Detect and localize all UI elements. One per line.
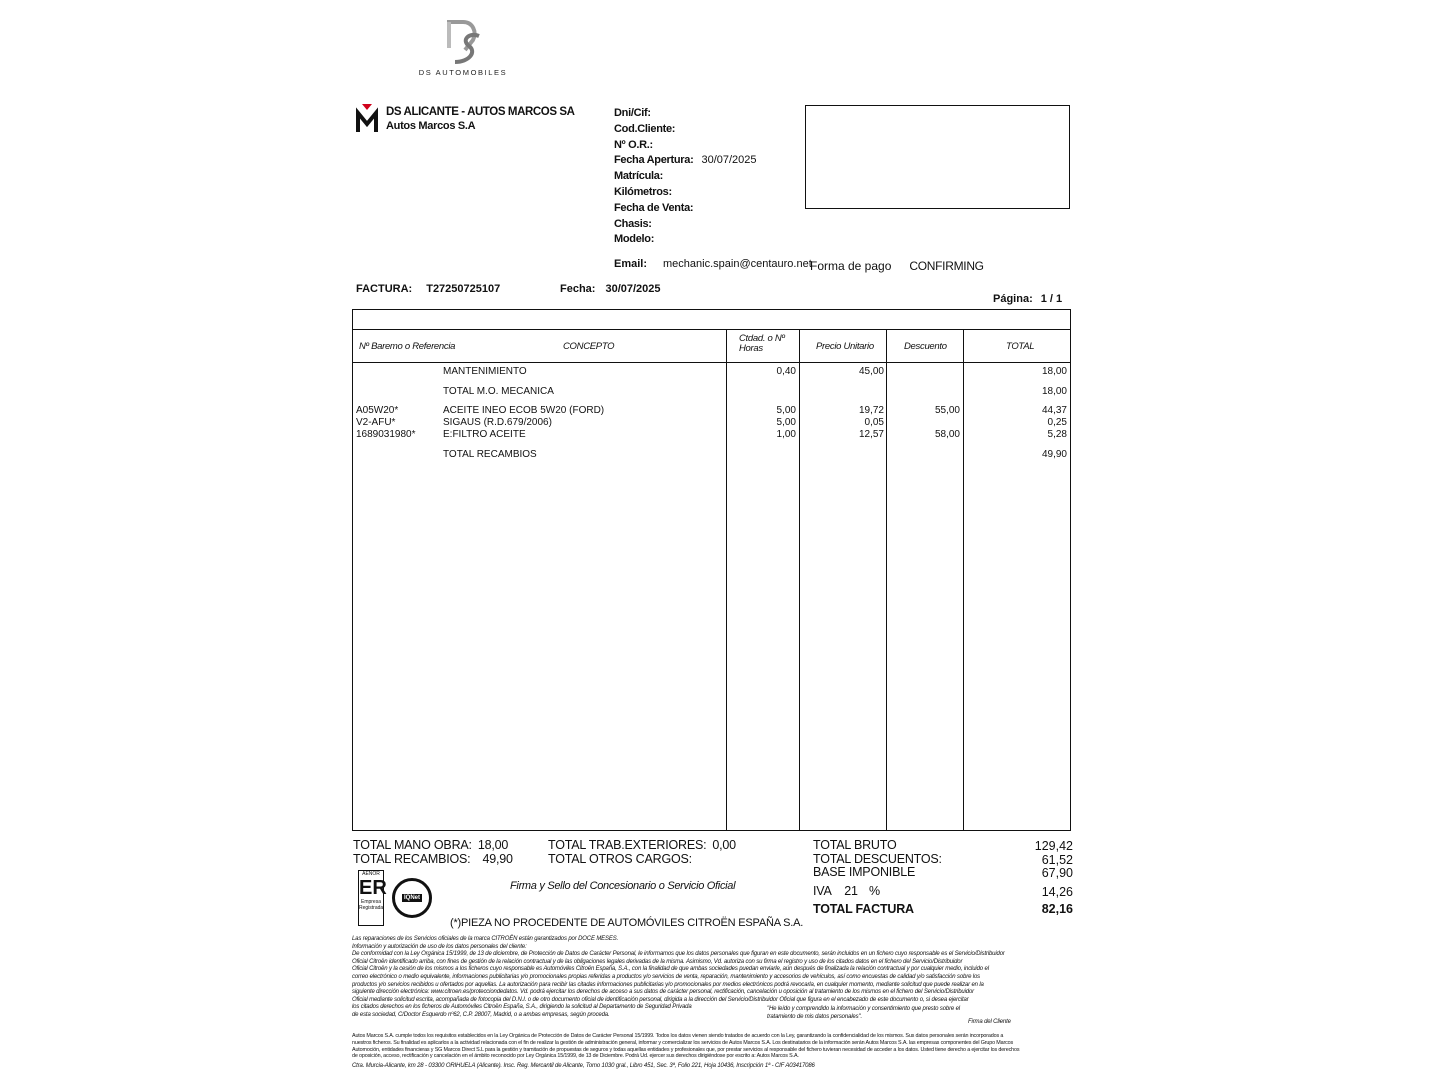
invoice-date	[560, 283, 661, 295]
ds-automobiles-logo	[418, 18, 508, 77]
company-line: Automoción, entidades financieras y SG Marcos Direct S.L para la gestión y tramitación de propuestas de seguros y todas aquellas entidades y profesionales que, por prestar servicios al responsable del fichero tuvieran necesidad de acceder a los datos. Usted tiene derecho a ejercitar los derechos	[352, 1046, 1020, 1053]
info-row-or	[614, 138, 757, 154]
factura-label: FACTURA:	[356, 283, 413, 295]
base-imponible-value: 67,90	[1041, 866, 1073, 880]
vehicle-info	[614, 106, 757, 248]
row-total: 18,00	[1041, 366, 1067, 377]
header-total: TOTAL	[1006, 341, 1035, 352]
row-concepto: MANTENIMIENTO	[443, 366, 527, 377]
legal-line: De conformidad con la Ley Orgánica 15/1999, de 13 de diciembre, de Protección de Datos de Carácter Personal, le informamos que los datos personales que figuran en este documento, serán incluidos en un fichero cuyo responsable es el Servicio/Distribuidor	[352, 951, 1005, 958]
company-line: nuestros ficheros. Su finalidad es aplicarlos a la actividad relacionada con el fin de realizar la gestión de administración general, informar y comercializar los servicios de Autos Marcos S.A. Los destinatarios de la información serán Autos Marcos S.A. las empresas componentes del Grupo Marcos	[352, 1039, 1014, 1046]
aenor-certification-badge	[358, 870, 387, 926]
row-total: 49,90	[1041, 449, 1067, 460]
factura-value: T27250725107	[426, 283, 501, 295]
info-row-matricula	[614, 169, 757, 185]
total-label: TOTAL OTROS CARGOS:	[548, 852, 692, 866]
total-trab-exteriores	[548, 838, 736, 852]
pagina-label: Página:	[993, 293, 1033, 305]
iva-line	[813, 884, 880, 898]
info-label: Cod.Cliente:	[614, 122, 676, 135]
row-total: 0,25	[1047, 417, 1067, 428]
info-row-fecha-venta	[614, 201, 757, 217]
header-precio: Precio Unitario	[816, 341, 874, 352]
row-precio: 12,57	[858, 429, 884, 440]
company-data-notice	[352, 1033, 1074, 1060]
invoice-number	[356, 283, 500, 295]
total-value: 18,00	[477, 838, 509, 852]
header-descuento: Descuento	[904, 341, 947, 352]
pagina-value: 1 / 1	[1040, 293, 1063, 305]
client-address-box	[805, 105, 1070, 209]
payment-value: CONFIRMING	[909, 259, 984, 273]
info-row-cod-cliente	[614, 122, 757, 138]
total-value: 49,90	[482, 852, 513, 866]
total-label: TOTAL MANO OBRA:	[353, 838, 472, 852]
client-signature-caption: Firma del Cliente	[968, 1019, 1011, 1025]
legal-line: Las reparaciones de los Servicios oficiales de la marca CITROËN están garantizados por DOCE MESES.	[352, 936, 619, 942]
email-label: Email:	[614, 258, 648, 270]
total-label: TOTAL TRAB.EXTERIORES:	[548, 838, 707, 852]
page-number	[993, 293, 1062, 305]
total-value: 0,00	[712, 838, 736, 852]
legal-line: Oficial Citroën y la cesión de los mismos a los ficheros cuyo responsable es Automóviles Citroën España, S.A., con la finalidad de que ambas sociedades puedan enviarle, aún después de finalizada la relación contractual y por cualquier medio, incluido el	[352, 966, 989, 973]
aenor-label: AENOR	[362, 871, 380, 877]
legal-line: de esta sociedad, C/Doctor Esquerdo nº62, C.P. 28007, Madrid, o a ambas empresas, según proceda.	[352, 1011, 610, 1018]
row-descuento: 58,00	[934, 429, 960, 440]
info-value: 30/07/2025	[701, 154, 757, 167]
header-concepto: CONCEPTO	[563, 341, 615, 352]
header-cantidad: Ctdad. o Nº Horas	[739, 333, 785, 354]
er-sub-label: Empresa Registrada	[359, 899, 384, 911]
info-label: Matrícula:	[614, 170, 663, 183]
row-concepto: TOTAL M.O. MECANICA	[443, 386, 554, 397]
iva-value: 14,26	[1041, 885, 1073, 899]
er-label: ER	[359, 877, 387, 899]
row-descuento: 55,00	[934, 405, 960, 416]
row-precio: 19,72	[858, 405, 884, 416]
invoice-lines-table	[352, 309, 1071, 831]
info-label: Kilómetros:	[614, 185, 672, 198]
consent-line: tratamiento de mis datos personales".	[767, 1013, 862, 1020]
total-descuentos-value: 61,52	[1041, 853, 1073, 867]
dealer-subname: Autos Marcos S.A	[386, 120, 476, 132]
row-concepto: TOTAL RECAMBIOS	[443, 449, 537, 460]
legal-line: productos y/o servicios recibidos u ofertados por aquellas. La autorización para recibir las citadas informaciones publicitarias y/o promocionales por medios electrónicos podrá revocarla, en cualquier momento, mediante solicitud que puede realizar en la	[352, 981, 984, 988]
dealer-name: DS ALICANTE - AUTOS MARCOS SA	[386, 106, 575, 118]
row-cantidad: 5,00	[776, 405, 796, 416]
info-label: Fecha de Venta:	[614, 201, 694, 214]
company-line: Autos Marcos S.A. cumple todos los requisitos establecidos en la Ley Orgánica de Protección de Datos de Carácter Personal 15/1999. Todos los datos vienen siendo tratados de acuerdo con la Ley, garantizando la confidencialidad de los mismos. Sus datos personales serán incorporados a	[352, 1033, 1004, 1039]
ds-brand-name: DS AUTOMOBILES	[418, 68, 508, 77]
total-otros-cargos	[548, 852, 698, 866]
email-value: mechanic.spain@centauro.net	[663, 258, 812, 270]
row-total: 5,28	[1047, 429, 1067, 440]
iqnet-label: IQNet	[403, 895, 420, 901]
row-precio: 45,00	[858, 366, 884, 377]
legal-line: los citados derechos en los ficheros de Automóviles Citroën España, S.A., dirigiendo la solicitud al Departamento de Seguridad Privada	[352, 1004, 692, 1011]
info-label: Fecha Apertura:	[614, 154, 694, 167]
iva-label: IVA	[813, 884, 831, 898]
total-factura-value: 82,16	[1041, 902, 1073, 916]
legal-line: correo electrónico o medio equivalente, informaciones publicitarias y/o promocionales propias referidas a productos y/o servicios de venta, reparación, mantenimiento y accesorios de vehículos, así como encuestas de calidad y/o satisfacción sobre los	[352, 973, 980, 980]
email-line	[614, 258, 812, 270]
iqnet-certification-badge	[392, 878, 432, 918]
total-recambios	[353, 852, 513, 866]
info-row-kilometros	[614, 185, 757, 201]
pieza-note: (*)PIEZA NO PROCEDENTE DE AUTOMÓVILES CITROËN ESPAÑA S.A.	[450, 917, 804, 929]
row-concepto: ACEITE INEO ECOB 5W20 (FORD)	[443, 405, 605, 416]
row-total: 44,37	[1041, 405, 1067, 416]
header-ref: Nº Baremo o Referencia	[359, 341, 456, 352]
legal-line: siguiente dirección electrónica: www.citroen.es/protecciondedatos. Vd. podrá ejercitar los derechos de acceso a sus datos de carácter personal, rectificación, cancelación u oposición al tratamiento de los mismos en el fichero del Servicio/Distribuidor	[352, 989, 975, 996]
payment-method	[810, 259, 984, 273]
info-row-chasis	[614, 217, 757, 233]
info-label: Dni/Cif:	[614, 107, 651, 119]
ds-emblem-icon	[439, 18, 487, 66]
fecha-label: Fecha:	[560, 283, 596, 295]
total-descuentos-label: TOTAL DESCUENTOS:	[813, 852, 942, 866]
total-mano-obra	[353, 838, 508, 852]
info-label: Nº O.R.:	[614, 138, 653, 151]
total-bruto-label: TOTAL BRUTO	[813, 838, 897, 852]
row-total: 18,00	[1041, 386, 1067, 397]
info-row-modelo	[614, 232, 757, 248]
info-row-fecha-apertura	[614, 153, 757, 169]
row-ref: V2-AFU*	[356, 417, 396, 428]
client-consent	[767, 1006, 1067, 1021]
autos-marcos-logo-icon	[356, 104, 378, 134]
total-factura-label: TOTAL FACTURA	[813, 902, 914, 916]
total-label: TOTAL RECAMBIOS:	[353, 852, 471, 866]
payment-label: Forma de pago	[810, 259, 892, 273]
base-imponible-label: BASE IMPONIBLE	[813, 865, 916, 879]
row-precio: 0,05	[864, 417, 884, 428]
info-label: Chasis:	[614, 217, 652, 230]
total-bruto-value: 129,42	[1034, 839, 1073, 853]
dealer-signature-caption: Firma y Sello del Concesionario o Servicio Oficial	[510, 880, 736, 892]
legal-line: Oficial mediante solicitud escrita, acompañada de fotocopia del D.N.I. o de otro documento oficial de identificación personal, dirigida a la dirección del Servicio/Distribuidor Oficial que figura en el encabezado de este documento o, si desea ejercitar	[352, 996, 969, 1003]
company-address: Ctra. Murcia-Alicante, km 28 - 03300 ORIHUELA (Alicante). Insc. Reg. Mercantil de Alicante, Tomo 1030 gral., Libro 451, Sec. 3ª, Folio 221, Hoja 10436, Inscripción 1ª - CIF A03417086	[352, 1063, 815, 1069]
info-label: Modelo:	[614, 233, 655, 246]
row-ref: 1689031980*	[356, 429, 416, 440]
legal-line: Información y autorización de uso de los datos personales del cliente:	[352, 943, 527, 950]
iva-percent-sign: %	[869, 884, 880, 898]
info-row-dni	[614, 106, 757, 122]
row-concepto: E:FILTRO ACEITE	[443, 429, 526, 440]
row-cantidad: 0,40	[776, 366, 796, 377]
row-cantidad: 5,00	[776, 417, 796, 428]
row-cantidad: 1,00	[776, 429, 796, 440]
legal-line: Oficial Citroën identificado arriba, con fines de gestión de la relación contractual y de las obligaciones legales derivadas de la misma. Asimismo, Vd. autoriza con su firma el registro y uso de los citados datos en el fichero del Servicio/Distribuidor	[352, 958, 963, 965]
iva-rate: 21	[844, 884, 858, 898]
company-line: de oposición, acceso, rectificación y cancelación en el ámbito reconocido por Ley Orgánica 15/1999, de 13 de Diciembre. Podrá Ud. ejercer sus derechos dirigiéndose por escrito a: Autos Marcos S.A.	[352, 1053, 799, 1060]
fecha-value: 30/07/2025	[605, 283, 661, 295]
consent-line: "He leído y comprendido la información y consentimiento que presto sobre el	[767, 1006, 960, 1012]
row-concepto: SIGAUS (R.D.679/2006)	[443, 417, 552, 428]
row-ref: A05W20*	[356, 405, 399, 416]
